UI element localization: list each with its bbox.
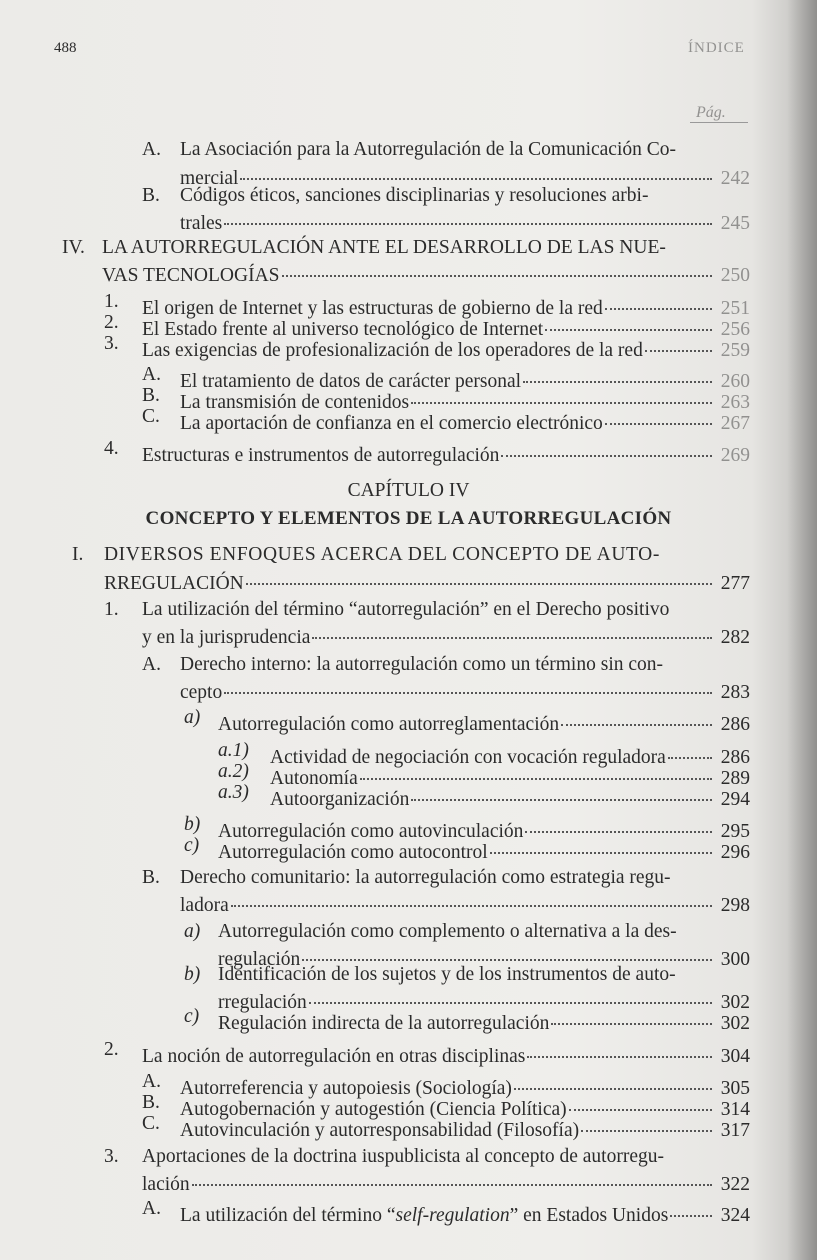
dot-leader bbox=[246, 562, 712, 585]
toc-entry bbox=[142, 333, 750, 361]
toc-entry-text: Derecho interno: la autorregulación como un término sin con- bbox=[180, 654, 664, 675]
toc-page-number: 283 bbox=[720, 682, 750, 703]
toc-entry-label: a.2) bbox=[218, 761, 249, 782]
toc-page-number: 245 bbox=[720, 213, 750, 234]
toc-entry-label: B. bbox=[142, 1092, 160, 1113]
toc-page-number: 277 bbox=[720, 573, 750, 594]
toc-entry-label: B. bbox=[142, 185, 160, 206]
dot-leader bbox=[240, 157, 712, 180]
dot-leader bbox=[645, 329, 712, 352]
dot-leader bbox=[605, 287, 712, 310]
toc-page-number: 296 bbox=[720, 842, 750, 863]
toc-entry-text bbox=[180, 1205, 668, 1226]
toc-entry-text: Actividad de negociación con vocación reguladora bbox=[270, 747, 666, 768]
text-emphasis: self-regulation bbox=[395, 1205, 510, 1226]
toc-entry-label: B. bbox=[142, 867, 160, 888]
toc-entry-label: 1. bbox=[104, 599, 119, 620]
toc-entry-text: Derecho comunitario: la autorregulación como estrategia regu- bbox=[180, 867, 671, 888]
toc-entry-text: Autorregulación como autovinculación bbox=[218, 821, 524, 842]
text-part: La utilización del término “ bbox=[180, 1205, 396, 1226]
toc-entry-text: La utilización del término “autorregulación” en el Derecho positivo bbox=[142, 599, 670, 620]
toc-entry-text: Autorregulación como complemento o alternativa a la des- bbox=[218, 921, 677, 942]
toc-entry-text: Identificación de los sujetos y de los instrumentos de auto- bbox=[218, 964, 676, 985]
dot-leader bbox=[490, 831, 712, 854]
toc-entry-label: 4. bbox=[104, 438, 119, 459]
dot-leader bbox=[569, 1088, 712, 1111]
toc-page-number: 305 bbox=[720, 1078, 750, 1099]
toc-page-number: 300 bbox=[720, 949, 750, 970]
toc-page-number: 282 bbox=[720, 627, 750, 648]
page-number: 488 bbox=[54, 40, 77, 56]
dot-leader bbox=[527, 1035, 712, 1058]
toc-entry bbox=[218, 835, 750, 863]
toc-entry-text: LA AUTORREGULACIÓN ANTE EL DESARROLLO DE LAS NUE- bbox=[102, 237, 666, 258]
toc-entry-text: regulación bbox=[218, 949, 301, 970]
toc-entry-label: a.3) bbox=[218, 782, 249, 803]
dot-leader bbox=[411, 381, 712, 404]
toc-entry-text: lación bbox=[142, 1174, 190, 1195]
dot-leader bbox=[360, 757, 712, 780]
toc-entry bbox=[142, 620, 750, 648]
dot-leader bbox=[561, 703, 712, 726]
toc-page-number: 251 bbox=[720, 298, 750, 319]
chapter-title: CONCEPTO Y ELEMENTOS DE LA AUTORREGULACIÓN bbox=[145, 508, 672, 529]
dot-leader bbox=[581, 1109, 712, 1132]
toc-entry-text: Autoorganización bbox=[270, 789, 410, 810]
toc-entry-text: Autogobernación y autogestión (Ciencia Política) bbox=[180, 1099, 567, 1120]
toc-page-number: 286 bbox=[720, 747, 750, 768]
toc-entry-label: 2. bbox=[104, 312, 119, 333]
toc-entry-text: Autorregulación como autocontrol bbox=[218, 842, 488, 863]
dot-leader bbox=[302, 938, 712, 961]
toc-entry-label: c) bbox=[184, 1006, 200, 1027]
toc-entry-text: El tratamiento de datos de carácter personal bbox=[180, 371, 522, 392]
toc-entry-label: C. bbox=[142, 406, 160, 427]
chapter-number: CAPÍTULO IV bbox=[347, 480, 470, 501]
toc-entry-label: 2. bbox=[104, 1039, 119, 1060]
toc-entry-label: b) bbox=[184, 964, 201, 985]
dot-leader bbox=[224, 671, 712, 694]
toc-entry bbox=[180, 406, 750, 434]
toc-page-number: 314 bbox=[720, 1099, 750, 1120]
toc-page-number: 295 bbox=[720, 821, 750, 842]
toc-entry-text: DIVERSOS ENFOQUES ACERCA DEL CONCEPTO DE AUTO- bbox=[104, 544, 660, 565]
toc-entry-text: rregulación bbox=[218, 992, 307, 1013]
toc-entry-label: c) bbox=[184, 835, 200, 856]
toc-page-number: 250 bbox=[720, 265, 750, 286]
toc-page-number: 302 bbox=[720, 1013, 750, 1034]
toc-entry-label: A. bbox=[142, 139, 161, 160]
dot-leader bbox=[224, 202, 712, 225]
dot-leader bbox=[501, 434, 712, 457]
toc-entry-text: Autonomía bbox=[270, 768, 358, 789]
toc-entry-label: a) bbox=[184, 921, 201, 942]
toc-entry-text: Códigos éticos, sanciones disciplinarias y resoluciones arbi- bbox=[180, 185, 649, 206]
toc-page-number: 286 bbox=[720, 714, 750, 735]
toc-entry-text: Estructuras e instrumentos de autorregulación bbox=[142, 445, 500, 466]
toc-entry-label: A. bbox=[142, 1198, 161, 1219]
toc-page-number: 294 bbox=[720, 789, 750, 810]
toc-entry-label: a) bbox=[184, 707, 201, 728]
dot-leader bbox=[545, 308, 712, 331]
toc-entry bbox=[180, 675, 750, 703]
toc-entry bbox=[142, 438, 750, 466]
toc-entry bbox=[104, 566, 750, 594]
toc-entry bbox=[270, 782, 750, 810]
dot-leader bbox=[312, 616, 712, 639]
toc-entry bbox=[218, 1006, 750, 1034]
dot-leader bbox=[668, 736, 712, 759]
page-column-label: Pág. bbox=[696, 104, 726, 121]
toc-page-number: 269 bbox=[720, 445, 750, 466]
dot-leader bbox=[411, 778, 712, 801]
toc-entry-text: Las exigencias de profesionalización de los operadores de la red bbox=[142, 340, 643, 361]
toc-entry-label: 1. bbox=[104, 291, 119, 312]
toc-entry-text: El origen de Internet y las estructuras de gobierno de la red bbox=[142, 298, 603, 319]
toc-entry-text: La transmisión de contenidos bbox=[180, 392, 410, 413]
toc-entry-text: La aportación de confianza en el comercio electrónico bbox=[180, 413, 603, 434]
toc-entry bbox=[180, 888, 750, 916]
toc-entry-label: b) bbox=[184, 814, 201, 835]
toc-entry-label: C. bbox=[142, 1113, 160, 1134]
dot-leader bbox=[523, 360, 712, 383]
toc-page-number: 259 bbox=[720, 340, 750, 361]
running-header: ÍNDICE bbox=[688, 40, 745, 56]
dot-leader bbox=[231, 884, 712, 907]
toc-page-number: 304 bbox=[720, 1046, 750, 1067]
dot-leader bbox=[551, 1002, 712, 1025]
dot-leader bbox=[605, 402, 712, 425]
toc-entry-label: I. bbox=[72, 544, 84, 565]
toc-page-number: 317 bbox=[720, 1120, 750, 1141]
toc-entry-label: B. bbox=[142, 385, 160, 406]
dot-leader bbox=[525, 810, 712, 833]
toc-entry-text: Autorreferencia y autopoiesis (Sociología) bbox=[180, 1078, 512, 1099]
toc-entry bbox=[102, 258, 750, 286]
toc-entry-text: El Estado frente al universo tecnológico de Internet bbox=[142, 319, 544, 340]
toc-entry bbox=[218, 707, 750, 735]
toc-entry bbox=[142, 1167, 750, 1195]
toc-entry-label: A. bbox=[142, 364, 161, 385]
dot-leader bbox=[670, 1194, 712, 1217]
toc-page-number: 298 bbox=[720, 895, 750, 916]
toc-entry-text: VAS TECNOLOGÍAS bbox=[102, 265, 280, 286]
toc-page-number: 263 bbox=[720, 392, 750, 413]
toc-page-number: 260 bbox=[720, 371, 750, 392]
toc-page-number: 324 bbox=[720, 1205, 750, 1226]
toc-entry-text: trales bbox=[180, 213, 223, 234]
header-rule bbox=[690, 122, 748, 123]
toc-entry-text: La noción de autorregulación en otras disciplinas bbox=[142, 1046, 526, 1067]
page-edge-shadow bbox=[787, 0, 817, 1260]
toc-entry bbox=[180, 1198, 750, 1226]
toc-entry bbox=[142, 1039, 750, 1067]
toc-entry-text: y en la jurisprudencia bbox=[142, 627, 311, 648]
toc-entry-text: RREGULACIÓN bbox=[104, 573, 244, 594]
toc-entry-label: 3. bbox=[104, 333, 119, 354]
toc-entry-label: A. bbox=[142, 654, 161, 675]
toc-page-number: 302 bbox=[720, 992, 750, 1013]
toc-entry-text: Regulación indirecta de la autorregulación bbox=[218, 1013, 550, 1034]
dot-leader bbox=[192, 1163, 712, 1186]
toc-entry-label: 3. bbox=[104, 1146, 119, 1167]
toc-entry-label: A. bbox=[142, 1071, 161, 1092]
toc-entry-text: ladora bbox=[180, 895, 229, 916]
text-part: ” en Estados Unidos bbox=[509, 1205, 669, 1226]
toc-entry bbox=[180, 1113, 750, 1141]
toc-entry-text: La Asociación para la Autorregulación de la Comunicación Co- bbox=[180, 139, 677, 160]
dot-leader bbox=[309, 981, 712, 1004]
dot-leader bbox=[514, 1067, 712, 1090]
toc-entry-text: mercial bbox=[180, 168, 239, 189]
toc-page-number: 256 bbox=[720, 319, 750, 340]
toc-page-number: 242 bbox=[720, 168, 750, 189]
dot-leader bbox=[282, 254, 712, 277]
toc-entry-text: Autovinculación y autorresponsabilidad (Filosofía) bbox=[180, 1120, 580, 1141]
toc-page-number: 322 bbox=[720, 1174, 750, 1195]
toc-entry-label: IV. bbox=[62, 237, 85, 258]
toc-entry-text: Autorregulación como autorreglamentación bbox=[218, 714, 560, 735]
toc-entry-label: a.1) bbox=[218, 740, 249, 761]
toc-page-number: 289 bbox=[720, 768, 750, 789]
toc-entry-text: Aportaciones de la doctrina iuspublicista al concepto de autorregu- bbox=[142, 1146, 664, 1167]
toc-page-number: 267 bbox=[720, 413, 750, 434]
toc-entry bbox=[180, 206, 750, 234]
toc-entry-text: cepto bbox=[180, 682, 223, 703]
